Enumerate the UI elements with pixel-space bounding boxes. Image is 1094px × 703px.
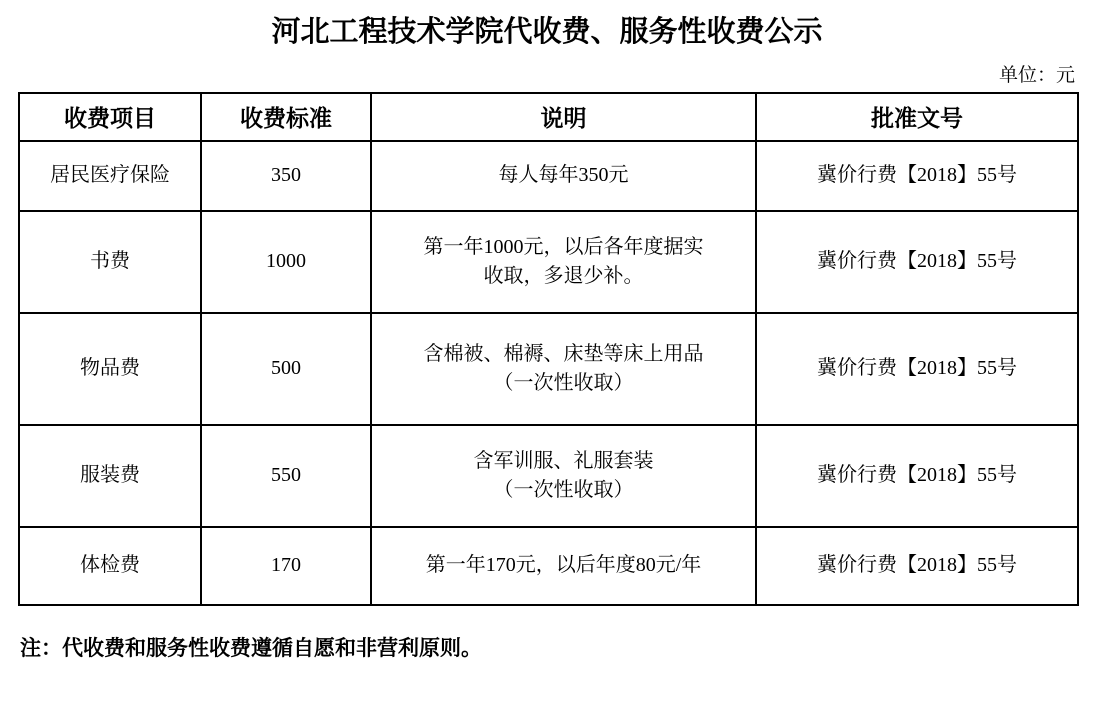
fee-item-cell: 服装费 bbox=[19, 425, 201, 527]
fee-item-cell: 体检费 bbox=[19, 527, 201, 605]
approval-cell: 冀价行费【2018】55号 bbox=[756, 425, 1078, 527]
description-cell bbox=[371, 527, 756, 605]
fee-standard-cell: 550 bbox=[201, 425, 371, 527]
fee-standard-cell: 1000 bbox=[201, 211, 371, 313]
description-line: 含军训服、礼服套装 bbox=[473, 449, 654, 472]
fee-standard-cell: 350 bbox=[201, 141, 371, 211]
fee-item-cell: 书费 bbox=[19, 211, 201, 313]
table-row bbox=[19, 141, 1078, 211]
page-title: 河北工程技术学院代收费、服务性收费公示 bbox=[271, 16, 823, 48]
description-cell bbox=[371, 313, 756, 425]
description-line: 含棉被、棉褥、床垫等床上用品 bbox=[423, 342, 704, 365]
description-line: （一次性收取） bbox=[493, 478, 634, 501]
description-cell bbox=[371, 425, 756, 527]
fee-standard-cell: 500 bbox=[201, 313, 371, 425]
table-row bbox=[19, 527, 1078, 605]
header-description: 说明 bbox=[371, 93, 756, 141]
description-cell bbox=[371, 211, 756, 313]
description-line: 第一年170元，以后年度80元/年 bbox=[425, 554, 702, 577]
table-section bbox=[18, 60, 1077, 606]
footer-note: 注：代收费和服务性收费遵循自愿和非营利原则。 bbox=[20, 635, 482, 660]
header-fee-standard: 收费标准 bbox=[201, 93, 371, 141]
description-line: （一次性收取） bbox=[493, 371, 634, 394]
header-approval-number: 批准文号 bbox=[756, 93, 1078, 141]
header-fee-item: 收费项目 bbox=[19, 93, 201, 141]
approval-cell: 冀价行费【2018】55号 bbox=[756, 141, 1078, 211]
approval-cell: 冀价行费【2018】55号 bbox=[756, 527, 1078, 605]
fee-table bbox=[18, 92, 1079, 606]
description-cell bbox=[371, 141, 756, 211]
description-line: 第一年1000元，以后各年度据实 bbox=[423, 235, 704, 258]
fee-item-cell: 居民医疗保险 bbox=[19, 141, 201, 211]
table-header-row bbox=[19, 93, 1078, 141]
table-row bbox=[19, 313, 1078, 425]
description-line: 收取，多退少补。 bbox=[483, 264, 644, 287]
approval-cell: 冀价行费【2018】55号 bbox=[756, 211, 1078, 313]
fee-standard-cell: 170 bbox=[201, 527, 371, 605]
approval-cell: 冀价行费【2018】55号 bbox=[756, 313, 1078, 425]
table-row bbox=[19, 211, 1078, 313]
description-line: 每人每年350元 bbox=[498, 164, 629, 187]
table-row bbox=[19, 425, 1078, 527]
fee-item-cell: 物品费 bbox=[19, 313, 201, 425]
unit-label: 单位：元 bbox=[998, 64, 1075, 86]
